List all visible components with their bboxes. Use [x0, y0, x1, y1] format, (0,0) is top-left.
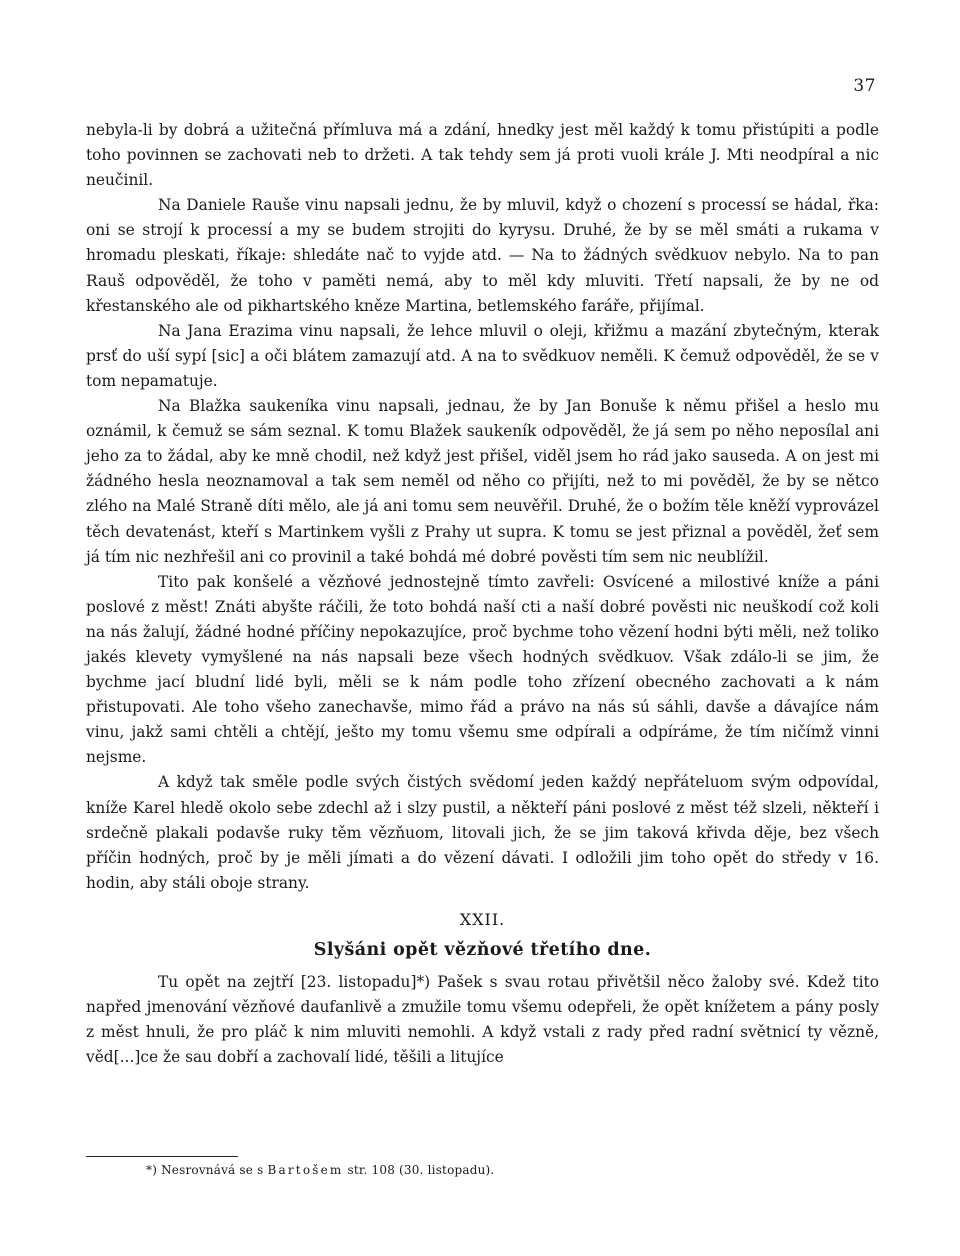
paragraph: Tito pak konšelé a vězňové jednostejně tímto zavřeli: Osvícené a milostivé kníže a páni poslové z měst! Znáti abyšte ráčili, že toto bohdá naší cti a naší dobré pověsti nic neuškodí což koli na nás žalují, žádné hodné příčiny nepokazujíce, proč bychme toho vězení hodni býti měli, než toliko jakés klevety vymyšlené na nás napsali beze všech hodných svědkuov. Však zdálo-li se jim, že bychme jací bludní lidé byli, měli se k nám podle toho zřízení obecného zachovati a k nám přistupovati. Ale toho všeho zanechavše, mimo řád a právo na nás sú sáhli, davše a dávajíce nám vinu, jakž sami chtěli a chtějí, ješto my tomu všemu sme odpírali a odpíráme, že tím ničímž vinni nejsme. — [86, 572, 879, 767]
footnote-marker: *) Nesrovnává se s — [146, 1163, 268, 1177]
page-number: 37 — [853, 76, 876, 96]
body-text — [86, 118, 879, 1070]
paragraph: Tu opět na zejtří [23. listopadu]*) Pašek s svau rotau přivětšil něco žaloby své. Kdež tito napřed jmenování vězňové daufanlivě a zmužile tomu všemu odepřeli, že opět knížetem a pány posly z měst hnuli, že pro pláč k nim mluviti nemohli. A když vstali z rady před radní světnicí ty vězně, věd[...]ce že sau dobří a zachovalí lidé, těšili a litujíce — [86, 973, 879, 1067]
paragraph: Na Daniele Rauše vinu napsali jednu, že by mluvil, když o chození s processí se hádal, řka: oni se strojí k processí a my se budem strojiti do kyrysu. Druhé, že by se měl smáti a rukama v hromadu pleskati, říkaje: shledáte nač to vyjde atd. — Na to žádných svědkuov nebylo. Na to pan Rauš odpověděl, že toho v paměti nemá, aby to měl kdy mluviti. Třetí napsali, že by ne od křestanského ale od pikhartského kněze Martina, betlemského faráře, přijímal. — [86, 196, 879, 315]
paragraph: A když tak směle podle svých čistých svědomí jeden každý nepřáteluom svým odpovídal, kníže Karel hledě okolo sebe zdechl až i slzy pustil, a někteří páni poslové z měst též slzeli, někteří i srdečně plakali podavše ruky těm vězňuom, litovali jich, že se jim taková křivda děje, bez všech příčin hodných, proč by je měli jímati a do vězení dávati. I odložili jim toho opět do středy v 16. hodin, aby stáli oboje strany. — [86, 773, 879, 892]
footnote-divider — [86, 1156, 238, 1157]
chapter-title: Slyšáni opět vězňové třetího dne. — [313, 940, 652, 960]
footnote — [146, 1163, 494, 1177]
footnote-reference: str. 108 (30. listopadu). — [343, 1163, 495, 1177]
paragraph: Na Blažka saukeníka vinu napsali, jednau, že by Jan Bonuše k němu přišel a heslo mu oznámil, k čemuž se sám seznal. K tomu Blažek saukeník odpověděl, že já sem po něho neposílal ani jeho za to žádal, aby ke mně chodil, než když jest přišel, viděl jsem ho rád jako sauseda. A on jest mi žádného hesla neoznamoval a tak sem neměl od něho co přijíti, než to mi pověděl, že by se nětco zlého na Malé Straně díti mělo, ale já ani tomu sem neuvěřil. Druhé, že o božím těle kněží vyprovázel těch devatenást, kteří s Martinkem vyšli z Prahy ut supra. K tomu se jest přiznal a pověděl, žeť sem já tím nic nezhřešil ani co provinil a také bohdá mé dobré pověsti tím sem nic neublížil. — [86, 397, 879, 566]
footnote-author: Bartošem — [267, 1163, 344, 1177]
paragraph: Na Jana Erazima vinu napsali, že lehce mluvil o oleji, křižmu a mazání zbytečným, kterak prsť do uší sypí [sic] a oči blátem zamazují atd. A na to svědkuov neměli. K čemuž odpověděl, že se v tom nepamatuje. — [86, 321, 879, 390]
chapter-number: XXII. — [459, 909, 506, 929]
paragraph: nebyla-li by dobrá a užitečná přímluva má a zdání, hnedky jest měl každý k tomu přistúpiti a podle toho povinnen se zachovati neb to držeti. A tak tehdy sem já proti vuoli krále J. Mti neodpíral a nic neučinil. — [86, 121, 879, 190]
